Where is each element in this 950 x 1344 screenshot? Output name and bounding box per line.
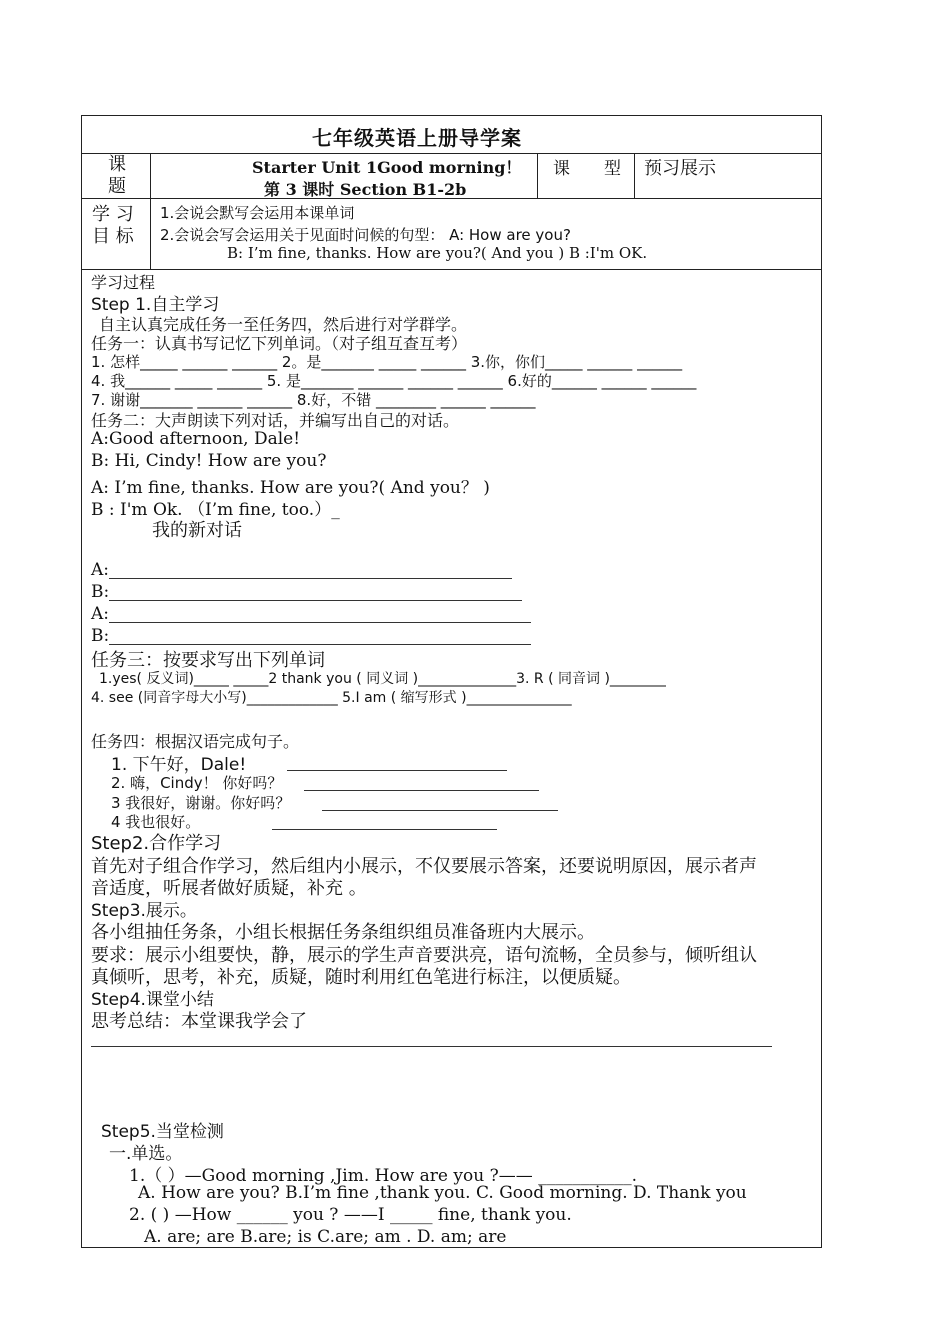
question-options: A. are; are B.are; is C.are; am . D. am; are xyxy=(144,1227,507,1247)
goal-item: 1.会说会默写会运用本课单词 xyxy=(160,204,355,222)
task1-line: 7. 谢谢_______ ______ ______ 8.好，不错 ________ ______ ______ xyxy=(91,391,536,409)
step4-heading: Step4.课堂小结 xyxy=(91,990,214,1010)
answer-line xyxy=(109,622,531,623)
answer-line xyxy=(304,790,539,791)
task4-item: 3 我很好，谢谢。你好吗？ xyxy=(111,794,291,812)
answer-line xyxy=(272,829,497,830)
answer-line xyxy=(109,644,531,645)
section-heading: 一.单选。 xyxy=(109,1144,183,1164)
step4-text: 思考总结：本堂课我学会了 xyxy=(91,1011,307,1032)
task3-line: 4. see (同音字母大小写)_____________ 5.I am ( 缩写形式 )_______________ xyxy=(91,690,572,706)
task2-heading: 任务二：大声朗读下列对话，并编写出自己的对话。 xyxy=(91,411,460,430)
process-heading: 学习过程 xyxy=(91,273,156,292)
step3-heading: Step3.展示。 xyxy=(91,901,197,921)
dialogue-blank-label: B: xyxy=(91,582,110,602)
row-divider xyxy=(82,269,821,270)
dialogue-line: B: Hi, Cindy! How are you? xyxy=(91,451,327,471)
col-divider xyxy=(150,153,151,269)
answer-line xyxy=(322,810,558,811)
step5-heading: Step5.当堂检测 xyxy=(101,1122,224,1142)
step2-text: 首先对子组合作学习，然后组内小展示，不仅要展示答案，还要说明原因，展示者声 xyxy=(91,856,757,877)
step3-text: 各小组抽任务条，小组长根据任务条组织组员准备班内大展示。 xyxy=(91,922,595,943)
task3-heading: 任务三：按要求写出下列单词 xyxy=(91,650,325,671)
topic-line1: Starter Unit 1Good morning！ xyxy=(252,158,522,177)
task4-item: 2. 嗨，Cindy！ 你好吗？ xyxy=(111,774,283,792)
step1-heading: Step 1.自主学习 xyxy=(91,295,220,315)
dialogue-line: A:Good afternoon, Dale! xyxy=(91,429,301,449)
step1-desc: 自主认真完成任务一至任务四，然后进行对学群学。 xyxy=(99,315,468,334)
step3-text: 要求：展示小组要快，静，展示的学生声音要洪亮，语句流畅，全员参与，倾听组认 xyxy=(91,945,757,966)
task1-line: 1. 怎样_____ ______ ______ 2。是_______ _____ ______ 3.你，你们_____ ______ ______ xyxy=(91,353,683,371)
question-options: A. How are you? B.I’m fine ,thank you. C. Good morning. D. Thank you xyxy=(138,1183,747,1203)
task4-item: 4 我也很好。 xyxy=(111,813,201,831)
type-value: 预习展示 xyxy=(644,158,716,179)
answer-line xyxy=(109,600,522,601)
type-label: 课 型 xyxy=(553,159,621,179)
answer-line xyxy=(109,578,512,579)
dialogue-line: B : I'm Ok. （I’m fine, too.）_ xyxy=(91,500,340,520)
col-divider xyxy=(537,153,538,198)
col-divider xyxy=(634,153,635,198)
goals-label: 目 标 xyxy=(92,226,134,247)
question: 2. ( ) —How ______ you ? ——I _____ fine, thank you. xyxy=(129,1205,572,1225)
goal-item: 2.会说会写会运用关于见面时问候的句型： A: How are you? xyxy=(160,226,571,244)
dialogue-blank-label: A: xyxy=(91,604,110,624)
dialogue-blank-label: B: xyxy=(91,626,110,646)
dialogue-blank-label: A: xyxy=(91,560,110,580)
task4-heading: 任务四：根据汉语完成句子。 xyxy=(91,732,300,751)
step2-heading: Step2.合作学习 xyxy=(91,833,222,854)
topic-line2: 第 3 课时 Section B1-2b xyxy=(264,180,467,199)
task1-heading: 任务一：认真书写记忆下列单词。（对子组互查互考） xyxy=(91,334,468,353)
answer-line xyxy=(91,1046,772,1047)
dialogue-line: A: I’m fine, thanks. How are you?( And you？ ) xyxy=(91,478,490,498)
task1-line: 4. 我______ _____ ______ 5. 是_______ ______ ______ ______ 6.好的______ ______ ______ xyxy=(91,372,697,390)
topic-label: 课题 xyxy=(108,154,126,197)
page-title: 七年级英语上册导学案 xyxy=(312,126,522,150)
step3-text: 真倾听，思考，补充，质疑，随时利用红色笔进行标注，以便质疑。 xyxy=(91,967,631,988)
answer-line xyxy=(287,770,507,771)
goals-label: 学 习 xyxy=(92,204,134,225)
step2-text: 音适度，听展者做好质疑，补充 。 xyxy=(91,878,367,899)
question: 1.（ ）—Good morning ,Jim. How are you ?—— ___________. xyxy=(129,1166,637,1186)
task4-item: 1. 下午好，Dale! xyxy=(111,755,247,775)
worksheet-table xyxy=(81,115,822,1248)
my-dialogue-heading: 我的新对话 xyxy=(152,520,242,541)
goal-item: B: I’m fine, thanks. How are you?( And you ) B :I'm OK. xyxy=(227,244,648,262)
task3-line: 1.yes( 反义词)_____ _____2 thank you ( 同义词 )______________3. R ( 同音词 )________ xyxy=(99,671,666,687)
